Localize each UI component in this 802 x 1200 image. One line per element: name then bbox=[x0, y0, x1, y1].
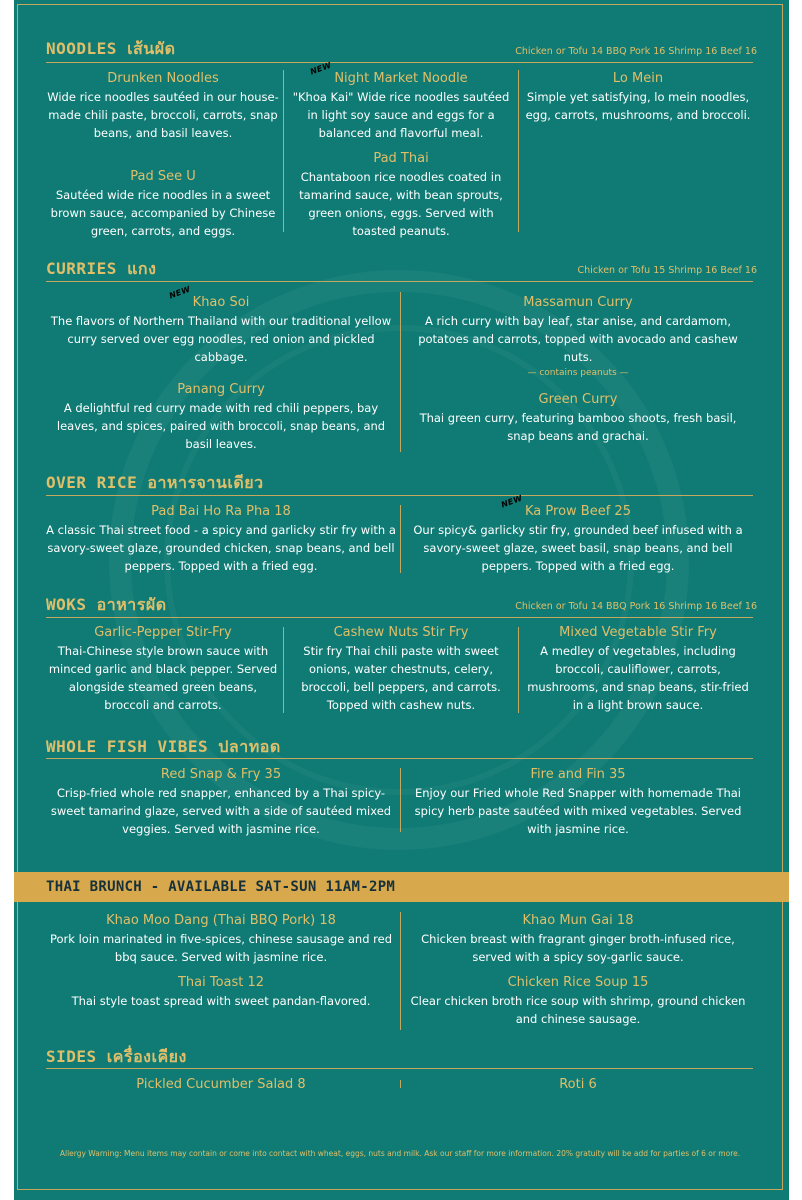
item-name: Lo Mein bbox=[612, 71, 664, 86]
item-description: Chantaboon rice noodles coated in tamarind sauce, with bean sprouts, green onions, eggs. Served with toasted peanuts. bbox=[299, 170, 503, 238]
menu-item bbox=[405, 974, 751, 1028]
menu-item bbox=[46, 766, 396, 838]
item-name: Pad Thai bbox=[373, 151, 429, 166]
menu-item bbox=[405, 766, 751, 838]
item-description: Chicken breast with fragrant ginger broth-infused rice, served with a spicy soy-garlic sauce. bbox=[421, 932, 735, 964]
new-badge: NEW bbox=[167, 284, 192, 301]
item-description: A rich curry with bay leaf, star anise, and cardamom, potatoes and carrots, topped with avocado and cashew nuts. bbox=[418, 314, 738, 364]
item-description: Thai style toast spread with sweet pandan-flavored. bbox=[71, 994, 371, 1008]
brunch-title: THAI BRUNCH - AVAILABLE SAT-SUN 11AM-2PM bbox=[46, 879, 396, 895]
menu-item bbox=[405, 391, 751, 445]
menu-item bbox=[287, 60, 515, 142]
item-name: Green Curry bbox=[538, 392, 618, 407]
new-badge: NEW bbox=[499, 493, 524, 510]
item-name: Pickled Cucumber Salad 8 bbox=[136, 1077, 306, 1092]
menu-item bbox=[46, 284, 396, 366]
item-name: Roti 6 bbox=[559, 1077, 597, 1092]
item-name: Fire and Fin 35 bbox=[530, 767, 626, 782]
menu-item bbox=[46, 912, 396, 966]
item-description: Our spicy& garlicky stir fry, grounded beef infused with a savory-sweet glaze, sweet basil, snap beans, and bell peppers. Topped with a fried egg. bbox=[413, 523, 743, 573]
item-name: Garlic-Pepper Stir-Fry bbox=[94, 625, 232, 640]
menu-item bbox=[523, 624, 753, 714]
woks-column-divider bbox=[283, 627, 284, 713]
item-description: A delightful red curry made with red chili peppers, bay leaves, and spices, paired with broccoli, snap beans, and basil leaves. bbox=[56, 401, 386, 451]
curries-divider bbox=[46, 281, 753, 282]
woks-column-divider bbox=[518, 627, 519, 713]
brunch-column-divider bbox=[400, 912, 401, 1030]
whole-fish-column-divider bbox=[400, 768, 401, 832]
item-name: Khao Moo Dang (Thai BBQ Pork) 18 bbox=[106, 913, 336, 928]
curries-title: CURRIES แกง bbox=[46, 259, 157, 278]
item-name: Red Snap & Fry 35 bbox=[160, 767, 282, 782]
woks-divider bbox=[46, 617, 753, 618]
item-description: Stir fry Thai chili paste with sweet onions, water chestnuts, celery, broccoli, bell peppers, and carrots. Topped with cashew nuts. bbox=[301, 644, 501, 712]
item-name: Night Market Noodle bbox=[334, 71, 468, 86]
item-description: Thai-Chinese style brown sauce with minced garlic and black pepper. Served alongside steamed green beans, broccoli and carrots. bbox=[48, 644, 278, 712]
item-name: Cashew Nuts Stir Fry bbox=[333, 625, 469, 640]
sides-title: SIDES เครื่องเคียง bbox=[46, 1047, 187, 1066]
menu-item bbox=[46, 1076, 396, 1094]
item-description: Crisp-fried whole red snapper, enhanced by a Thai spicy-sweet tamarind glaze, served with a side of sautéed mixed veggies. Served with jasmine rice. bbox=[50, 786, 392, 836]
noodles-prices: Chicken or Tofu 14 BBQ Pork 16 Shrimp 16 Beef 16 bbox=[515, 46, 757, 57]
sides-divider bbox=[46, 1068, 753, 1069]
item-name: Pad Bai Ho Ra Pha 18 bbox=[151, 504, 291, 519]
over-rice-divider bbox=[46, 495, 753, 496]
item-description: A medley of vegetables, including broccoli, cauliflower, carrots, mushrooms, and snap beans, stir-fried in a light brown sauce. bbox=[527, 644, 749, 712]
item-description: Enjoy our Fried whole Red Snapper with homemade Thai spicy herb paste sautéed with mixed vegetables. Served with jasmine rice. bbox=[414, 786, 742, 836]
item-name: Thai Toast 12 bbox=[177, 975, 265, 990]
woks-prices: Chicken or Tofu 14 BBQ Pork 16 Shrimp 16 Beef 16 bbox=[515, 601, 757, 612]
peanut-note: — contains peanuts — bbox=[527, 368, 629, 378]
menu-item bbox=[46, 503, 396, 575]
item-name: Chicken Rice Soup 15 bbox=[507, 975, 649, 990]
menu-item bbox=[405, 912, 751, 966]
item-name: Ka Prow Beef 25 bbox=[525, 504, 631, 519]
menu-item bbox=[46, 168, 280, 240]
item-name: Pad See U bbox=[130, 169, 196, 184]
brunch-banner bbox=[14, 872, 789, 902]
item-description: Pork loin marinated in five-spices, chinese sausage and red bbq sauce. Served with jasmine rice. bbox=[49, 932, 393, 964]
menu-item bbox=[46, 624, 280, 714]
item-description: Wide rice noodles sautéed in our house-made chili paste, broccoli, carrots, snap beans, and basil leaves. bbox=[47, 90, 279, 140]
item-description: The flavors of Northern Thailand with our traditional yellow curry served over egg noodles, red onion and pickled cabbage. bbox=[50, 314, 392, 364]
noodles-column-divider bbox=[518, 70, 519, 232]
item-description: Sautéed wide rice noodles in a sweet brown sauce, accompanied by Chinese green, carrots, and eggs. bbox=[50, 188, 276, 238]
noodles-title: NOODLES เส้นผัด bbox=[46, 39, 176, 58]
whole-fish-divider bbox=[46, 758, 753, 759]
sides-column-divider bbox=[400, 1080, 401, 1088]
item-name: Khao Soi bbox=[192, 295, 250, 310]
menu-item bbox=[46, 70, 280, 142]
item-description: Thai green curry, featuring bamboo shoots, fresh basil, snap beans and grachai. bbox=[419, 411, 737, 443]
over-rice-title: OVER RICE อาหารจานเดียว bbox=[46, 473, 264, 492]
item-name: Drunken Noodles bbox=[107, 71, 219, 86]
noodles-column-divider bbox=[283, 70, 284, 232]
item-description: Clear chicken broth rice soup with shrimp, ground chicken and chinese sausage. bbox=[410, 994, 746, 1026]
woks-title: WOKS อาหารผัด bbox=[46, 595, 167, 614]
menu-page bbox=[14, 0, 789, 1200]
item-description: "Khoa Kai" Wide rice noodles sautéed in light soy sauce and eggs for a balanced and flavorful meal. bbox=[292, 90, 510, 140]
over-rice-column-divider bbox=[400, 505, 401, 573]
new-badge: NEW bbox=[309, 60, 333, 77]
curries-column-divider bbox=[400, 292, 401, 452]
menu-item bbox=[287, 624, 515, 714]
item-name: Panang Curry bbox=[177, 382, 265, 397]
menu-item bbox=[287, 150, 515, 240]
menu-item bbox=[405, 294, 751, 380]
item-name: Khao Mun Gai 18 bbox=[522, 913, 634, 928]
menu-item bbox=[523, 70, 753, 124]
item-description: A classic Thai street food - a spicy and garlicky stir fry with a savory-sweet glaze, grounded chicken, snap beans, and bell peppers. Topped with a fried egg. bbox=[46, 523, 396, 573]
menu-item bbox=[46, 381, 396, 453]
curries-prices: Chicken or Tofu 15 Shrimp 16 Beef 16 bbox=[577, 265, 757, 276]
menu-item bbox=[405, 493, 751, 575]
noodles-divider bbox=[46, 62, 753, 63]
menu-item bbox=[405, 1076, 751, 1094]
menu-item bbox=[46, 974, 396, 1010]
whole-fish-title: WHOLE FISH VIBES ปลาทอด bbox=[46, 737, 281, 756]
item-name: Mixed Vegetable Stir Fry bbox=[559, 625, 717, 640]
allergy-warning: Allergy Warning: Menu items may contain or come into contact with wheat, eggs, nuts and milk. Ask our staff for more information. 20% gratuity will be add for parties of 6 or more. bbox=[59, 1149, 741, 1158]
item-name: Massamun Curry bbox=[523, 295, 633, 310]
item-description: Simple yet satisfying, lo mein noodles, egg, carrots, mushrooms, and broccoli. bbox=[525, 90, 751, 122]
